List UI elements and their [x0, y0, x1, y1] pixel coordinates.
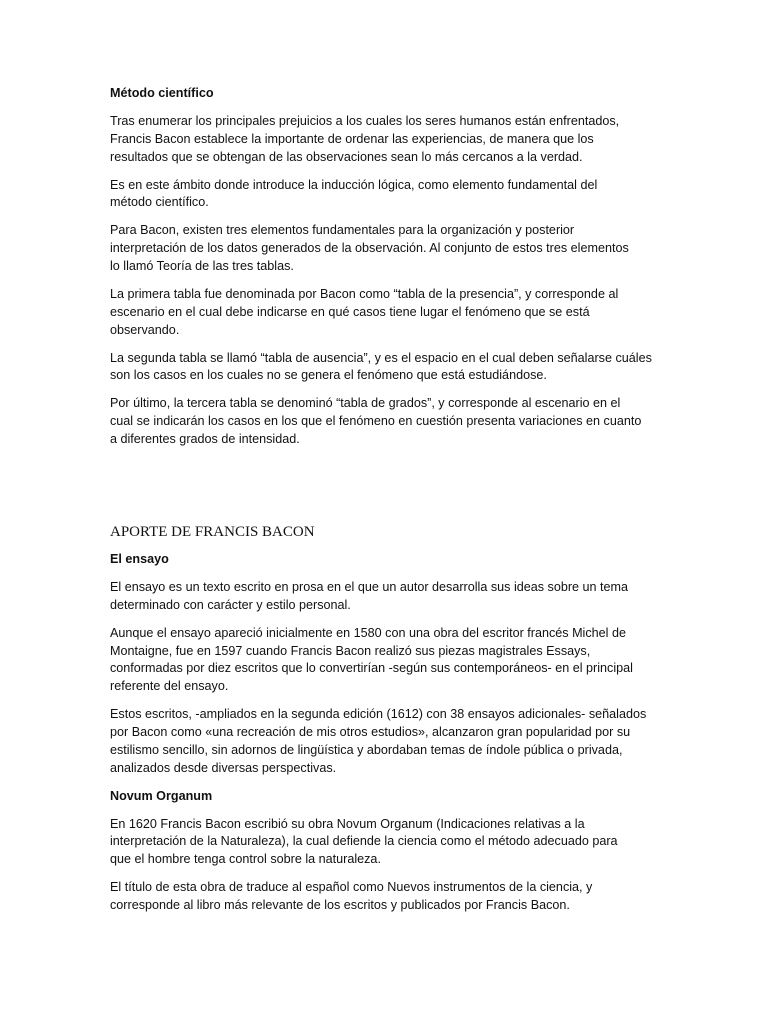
- text-line: por Bacon como «una recreación de mis otros estudios», alcanzaron gran popularidad por su: [110, 724, 631, 739]
- paragraph: [110, 350, 710, 386]
- text-line: En 1620 Francis Bacon escribió su obra Novum Organum (Indicaciones relativas a la: [110, 816, 585, 831]
- text-line: a diferentes grados de intensidad.: [110, 431, 300, 446]
- text-line: Para Bacon, existen tres elementos fundamentales para la organización y posterior: [110, 223, 575, 238]
- paragraph: [110, 286, 710, 339]
- text-line: resultados que se obtengan de las observaciones sean lo más cercanos a la verdad.: [110, 149, 583, 164]
- section-heading-metodo: Método científico: [110, 86, 214, 100]
- novum-body: [110, 816, 710, 915]
- text-line: La primera tabla fue denominada por Bacon como “tabla de la presencia”, y corresponde al: [110, 286, 619, 301]
- text-line: El título de esta obra de traduce al español como Nuevos instrumentos de la ciencia, y: [110, 880, 593, 895]
- text-line: interpretación de la Naturaleza), la cual defiende la ciencia como el método adecuado para: [110, 834, 618, 849]
- subheading-ensayo: El ensayo: [110, 552, 169, 567]
- text-line: determinado con carácter y estilo personal.: [110, 597, 351, 612]
- subheading-novum-organum: Novum Organum: [110, 788, 213, 803]
- text-line: conformadas por diez escritos que lo convertirían -según sus contemporáneos- en el principal: [110, 661, 633, 676]
- paragraph: [110, 816, 710, 869]
- text-line: método científico.: [110, 195, 209, 210]
- text-line: El ensayo es un texto escrito en prosa en el que un autor desarrolla sus ideas sobre un tema: [110, 580, 629, 595]
- text-line: Estos escritos, -ampliados en la segunda edición (1612) con 38 ensayos adicionales- señalados: [110, 707, 647, 722]
- text-line: Aunque el ensayo apareció inicialmente en 1580 con una obra del escritor francés Michel de: [110, 625, 626, 640]
- section-heading-aporte: APORTE DE FRANCIS BACON: [110, 523, 315, 540]
- text-line: observando.: [110, 322, 180, 337]
- section1-body: [110, 113, 710, 449]
- paragraph: [110, 706, 710, 777]
- text-line: analizados desde diversas perspectivas.: [110, 760, 337, 775]
- text-line: referente del ensayo.: [110, 679, 229, 694]
- paragraph: [110, 177, 710, 213]
- ensayo-body: [110, 579, 710, 777]
- text-line: interpretación de los datos generados de la observación. Al conjunto de estos tres elementos: [110, 241, 629, 256]
- text-line: que el hombre tenga control sobre la naturaleza.: [110, 852, 381, 867]
- text-line: Es en este ámbito donde introduce la inducción lógica, como elemento fundamental del: [110, 177, 598, 192]
- text-line: lo llamó Teoría de las tres tablas.: [110, 258, 294, 273]
- text-line: Por último, la tercera tabla se denominó “tabla de grados”, y corresponde al escenario en el: [110, 396, 621, 411]
- paragraph: [110, 395, 710, 448]
- text-line: estilismo sencillo, sin adornos de lingüística y abordaban temas de índole pública o privada,: [110, 742, 623, 757]
- text-line: Francis Bacon establece la importante de ordenar las experiencias, de manera que los: [110, 131, 594, 146]
- paragraph: [110, 579, 710, 615]
- paragraph: [110, 113, 710, 166]
- paragraph: [110, 625, 710, 696]
- spacer: [110, 459, 710, 523]
- text-line: son los casos en los cuales no se genera el fenómeno que está estudiándose.: [110, 368, 547, 383]
- document-page: [110, 85, 710, 925]
- paragraph: [110, 222, 710, 275]
- text-line: Montaigne, fue en 1597 cuando Francis Bacon realizó sus piezas magistrales Essays,: [110, 643, 591, 658]
- text-line: cual se indicarán los casos en los que el fenómeno en cuestión presenta variaciones en cuanto: [110, 414, 642, 429]
- text-line: escenario en el cual debe indicarse en qué casos tiene lugar el fenómeno que se está: [110, 304, 590, 319]
- text-line: corresponde al libro más relevante de los escritos y publicados por Francis Bacon.: [110, 897, 570, 912]
- text-line: La segunda tabla se llamó “tabla de ausencia”, y es el espacio en el cual deben señalarse cuáles: [110, 350, 652, 365]
- paragraph: [110, 879, 710, 915]
- text-line: Tras enumerar los principales prejuicios a los cuales los seres humanos están enfrentados,: [110, 113, 620, 128]
